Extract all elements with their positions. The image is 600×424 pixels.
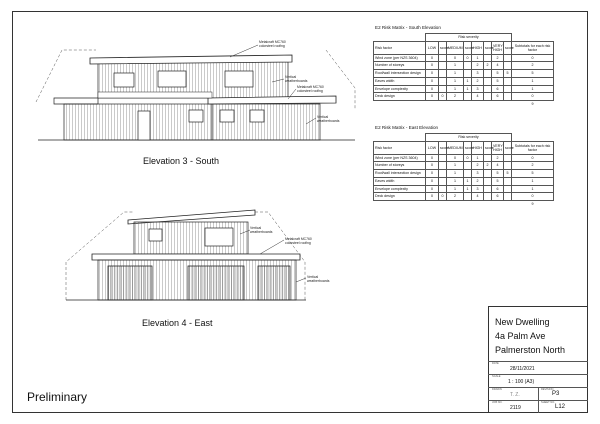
value-cell: 5 (492, 170, 504, 178)
column-header: score (464, 141, 472, 154)
east-note-wall-lower-l2: weatherboards (307, 279, 330, 283)
column-header: VERY HIGH (492, 41, 504, 54)
value-cell (464, 162, 472, 170)
job-label: JOB NO. (492, 401, 503, 404)
drawn-value: T. Z. (510, 392, 520, 398)
scale-label: SCALE (492, 375, 501, 378)
value-cell: 2 (484, 62, 492, 70)
table-row (374, 85, 554, 93)
value-cell (464, 70, 472, 78)
value-cell (484, 93, 492, 101)
value-cell: 0 (464, 54, 472, 62)
value-cell: 5 (512, 70, 554, 78)
revision-value: P3 (552, 391, 560, 397)
risk-factor-cell: Deck design (374, 93, 426, 101)
column-header: MEDIUM (447, 141, 464, 154)
value-cell: 1 (464, 185, 472, 193)
value-cell (439, 162, 447, 170)
preliminary-status: Preliminary (27, 390, 88, 404)
value-cell: 0 (426, 62, 439, 70)
column-header: score (504, 41, 512, 54)
column-header: score (439, 141, 447, 154)
value-cell (439, 62, 447, 70)
value-cell: 0 (447, 154, 464, 162)
value-cell: 0 (426, 93, 439, 101)
project-line-1: New Dwelling (495, 317, 550, 327)
value-cell (439, 70, 447, 78)
value-cell (504, 177, 512, 185)
column-header: Subtotals for each risk factor (512, 141, 554, 154)
value-cell (504, 185, 512, 193)
value-cell (484, 77, 492, 85)
risk-total: 9 (531, 101, 534, 106)
risk-factor-cell: Eaves width (374, 77, 426, 85)
value-cell (464, 62, 472, 70)
risk-factor-cell: Deck design (374, 193, 426, 201)
sheet-value: L12 (555, 404, 566, 410)
value-cell (504, 77, 512, 85)
value-cell: 2 (472, 177, 484, 185)
value-cell: 0 (439, 193, 447, 201)
value-cell: 1 (472, 154, 484, 162)
value-cell: 3 (472, 170, 484, 178)
value-cell: 1 (447, 162, 464, 170)
column-header: Risk factor (374, 41, 426, 54)
south-note-roof-lower-l1: Metalcraft MC760 (297, 85, 324, 89)
east-note-roof-l2: colorsteel roofing (285, 241, 311, 245)
value-cell (484, 193, 492, 201)
value-cell: 0 (512, 154, 554, 162)
value-cell (464, 193, 472, 201)
risk-factor-cell: Wind zone (per NZS 3604) (374, 54, 426, 62)
value-cell: 1 (464, 77, 472, 85)
value-cell (484, 177, 492, 185)
value-cell: 1 (512, 85, 554, 93)
value-cell: 0 (447, 54, 464, 62)
east-note-wall-upper-l2: weatherboards (250, 230, 273, 234)
project-line-2: 4a Palm Ave (495, 331, 546, 341)
value-cell: 4 (472, 193, 484, 201)
scale-value: 1 : 100 (A3) (508, 379, 535, 385)
value-cell: 0 (512, 193, 554, 201)
value-cell (439, 154, 447, 162)
column-header: LOW (426, 41, 439, 54)
value-cell (504, 85, 512, 93)
date-value: 28/11/2021 (510, 366, 535, 372)
risk-severity-header: Risk severity (426, 34, 512, 42)
south-note-wall-upper-l2: weatherboards (285, 79, 308, 83)
value-cell: 1 (447, 85, 464, 93)
value-cell (504, 193, 512, 201)
table-row (374, 162, 554, 170)
risk-matrix-east-caption: E2 Risk Matrix - East Elevation (375, 125, 439, 130)
value-cell: 3 (472, 185, 484, 193)
title-divider-1 (488, 361, 588, 362)
value-cell (504, 93, 512, 101)
value-cell: 2 (492, 54, 504, 62)
table-row (374, 193, 554, 201)
east-note-wall-upper-l1: Vertical (250, 226, 262, 230)
south-elevation-title: Elevation 3 - South (143, 156, 220, 166)
column-header: score (504, 141, 512, 154)
value-cell: 2 (484, 162, 492, 170)
table-row (374, 70, 554, 78)
value-cell: 6 (492, 93, 504, 101)
value-cell (484, 85, 492, 93)
value-cell: 1 (512, 77, 554, 85)
risk-matrix-east-table (373, 133, 554, 208)
value-cell (504, 162, 512, 170)
east-elevation-title: Elevation 4 - East (142, 318, 213, 328)
value-cell: 3 (472, 70, 484, 78)
table-row (374, 93, 554, 101)
value-cell (484, 170, 492, 178)
value-cell: 2 (447, 193, 464, 201)
project-name-block (495, 315, 565, 357)
value-cell: 0 (426, 177, 439, 185)
value-cell: 0 (426, 185, 439, 193)
value-cell (439, 170, 447, 178)
risk-factor-cell: Wind zone (per NZS 3604) (374, 154, 426, 162)
job-value: 2119 (510, 405, 521, 411)
date-label: DATE (492, 362, 499, 365)
value-cell: 5 (504, 70, 512, 78)
table-row (374, 185, 554, 193)
drawn-label: DRAWN (492, 388, 502, 391)
value-cell: 1 (464, 177, 472, 185)
value-cell (464, 170, 472, 178)
value-cell: 2 (472, 77, 484, 85)
value-cell: 0 (512, 93, 554, 101)
value-cell (484, 54, 492, 62)
value-cell: 1 (512, 177, 554, 185)
value-cell (484, 154, 492, 162)
value-cell: 1 (464, 85, 472, 93)
value-cell: 5 (504, 170, 512, 178)
value-cell (439, 77, 447, 85)
column-header: MEDIUM (447, 41, 464, 54)
south-note-roof-l2: colorsteel roofing (259, 44, 285, 48)
risk-matrix-south-caption: E2 Risk Matrix - South Elevation (375, 25, 441, 30)
south-note-wall-lower-l2: weatherboards (317, 119, 340, 123)
risk-factor-cell: Number of storeys (374, 62, 426, 70)
table-row (374, 177, 554, 185)
value-cell: 0 (426, 85, 439, 93)
value-cell (439, 185, 447, 193)
value-cell (504, 54, 512, 62)
value-cell: 4 (472, 93, 484, 101)
table-row (374, 154, 554, 162)
column-header: score (464, 41, 472, 54)
south-note-wall-upper-l1: Vertical (285, 75, 297, 79)
value-cell: 1 (447, 77, 464, 85)
value-cell: 1 (447, 185, 464, 193)
risk-severity-header: Risk severity (426, 134, 512, 142)
value-cell: 0 (464, 154, 472, 162)
value-cell: 2 (472, 162, 484, 170)
value-cell: 0 (426, 193, 439, 201)
value-cell: 2 (512, 62, 554, 70)
value-cell: 0 (426, 77, 439, 85)
value-cell: 1 (447, 177, 464, 185)
value-cell: 5 (492, 70, 504, 78)
sheet-label: SHEET NO. (541, 401, 555, 404)
value-cell: 5 (512, 170, 554, 178)
value-cell: 0 (426, 170, 439, 178)
column-header: HIGH (472, 141, 484, 154)
risk-factor-cell: Envelope complexity (374, 185, 426, 193)
value-cell (439, 54, 447, 62)
value-cell: 6 (492, 193, 504, 201)
value-cell (464, 93, 472, 101)
risk-factor-cell: Envelope complexity (374, 85, 426, 93)
value-cell: 1 (447, 62, 464, 70)
value-cell: 1 (472, 54, 484, 62)
revision-label: REVISION (541, 388, 554, 391)
column-header: LOW (426, 141, 439, 154)
table-row (374, 77, 554, 85)
value-cell: 4 (492, 162, 504, 170)
south-note-roof-lower-l2: colorsteel roofing (297, 89, 323, 93)
table-row (374, 62, 554, 70)
title-divider-2 (488, 374, 588, 375)
value-cell: 0 (512, 54, 554, 62)
south-note-wall-lower-l1: Vertical (317, 115, 329, 119)
title-divider-4 (488, 400, 588, 401)
value-cell: 2 (492, 154, 504, 162)
value-cell: 6 (492, 185, 504, 193)
table-row (374, 170, 554, 178)
risk-factor-cell: Roof/wall intersection design (374, 170, 426, 178)
value-cell: 4 (492, 62, 504, 70)
column-header: VERY HIGH (492, 141, 504, 154)
column-header: score (439, 41, 447, 54)
risk-factor-cell: Eaves width (374, 177, 426, 185)
column-header: score (484, 141, 492, 154)
value-cell: 0 (426, 54, 439, 62)
risk-factor-cell: Number of storeys (374, 162, 426, 170)
value-cell: 5 (492, 177, 504, 185)
value-cell: 2 (472, 62, 484, 70)
value-cell: 1 (447, 70, 464, 78)
east-note-roof-l1: Metalcraft MC760 (285, 237, 312, 241)
project-line-3: Palmerston North (495, 345, 566, 355)
value-cell: 0 (439, 93, 447, 101)
value-cell: 6 (492, 85, 504, 93)
value-cell: 0 (426, 162, 439, 170)
value-cell: 0 (426, 70, 439, 78)
value-cell: 1 (512, 185, 554, 193)
column-header: score (484, 41, 492, 54)
value-cell: 5 (492, 77, 504, 85)
value-cell (439, 177, 447, 185)
value-cell: 1 (447, 170, 464, 178)
value-cell: 0 (426, 154, 439, 162)
value-cell (484, 70, 492, 78)
column-header: Risk factor (374, 141, 426, 154)
column-header: Subtotals for each risk factor (512, 41, 554, 54)
risk-matrix-south-table (373, 33, 554, 108)
value-cell: 2 (447, 93, 464, 101)
value-cell (484, 185, 492, 193)
value-cell: 2 (512, 162, 554, 170)
value-cell (504, 154, 512, 162)
south-note-roof-l1: Metalcraft MC760 (259, 40, 286, 44)
east-note-wall-lower-l1: Vertical (307, 275, 319, 279)
value-cell (439, 85, 447, 93)
risk-factor-cell: Roof/wall intersection design (374, 70, 426, 78)
column-header: HIGH (472, 41, 484, 54)
risk-total: 9 (531, 201, 534, 206)
value-cell: 3 (472, 85, 484, 93)
value-cell (504, 62, 512, 70)
table-row (374, 54, 554, 62)
